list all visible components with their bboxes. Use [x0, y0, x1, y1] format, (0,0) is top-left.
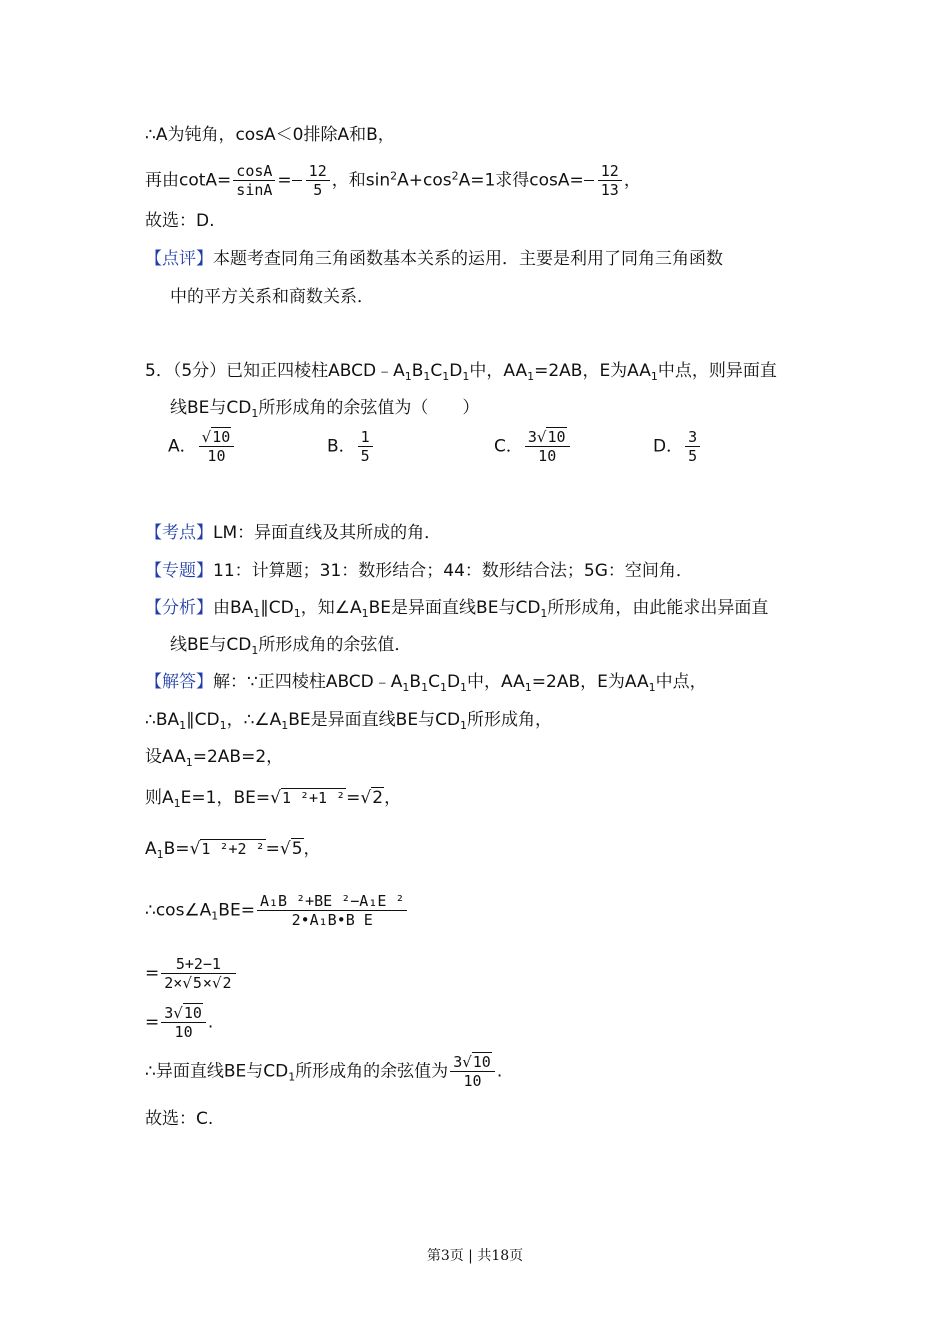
- prev-line-1: ∴A为钝角，cosA＜0排除A和B，: [145, 125, 395, 145]
- kaodian-tag: 【考点】: [145, 523, 213, 543]
- solution-line-3: 设$AA_1=2AB=2$，: [145, 747, 284, 769]
- solution-line-9: ∴异面直线BE与$CD_1$所形成角的余弦值为 $\frac{3√10}{10}$ .: [145, 1053, 503, 1090]
- prev-choice: 故选：D.: [145, 211, 215, 231]
- zhuanti-line: 【专题】11：计算题；31：数形结合；44：数形结合法；5G：空间角．: [145, 561, 693, 581]
- fenxi-tag: 【分析】: [145, 598, 213, 618]
- fenxi-line-2: 线BE与$CD_1$所形成角的余弦值．: [170, 635, 412, 657]
- jieda-line-1: 【解答】解：∵正四棱柱$ABCD﹣A_1B_1C_1D_1$中，$AA_1=2AB$，E为$AA_1$中点，: [145, 672, 707, 694]
- prev-line-2: 再由cotA= $\frac{\cos A}{\sin A}$ = $\frac{12}{5}$ ，和$\sin^2A+\cos^2A=1$求得cosA= $\frac{12}{13}$ ，: [145, 162, 641, 199]
- solution-line-6: $\therefore\cos\angle A_1BE=$ $\frac{\text{A₁B ²+BE ²−A₁E ²}}{\text{2•A₁B•B E}}$: [145, 892, 409, 929]
- solution-line-7: = $\frac{5+2-1}{2\times√5\times√2}$: [145, 955, 238, 992]
- review-tag: 【点评】: [145, 249, 213, 269]
- option-a: A． $\frac{√10}{10}$: [168, 428, 236, 465]
- solution-line-8: = $\frac{3√10}{10}$ .: [145, 1004, 214, 1041]
- solution-choice: 故选：C.: [145, 1109, 214, 1129]
- option-c: C． $\frac{3√10}{10}$: [494, 428, 572, 465]
- solution-line-2: $\therefore BA_1\parallel CD_1$，$\therefore\angle A_1BE$是异面直线BE与$CD_1$所形成角，: [145, 710, 553, 732]
- zhuanti-tag: 【专题】: [145, 561, 213, 581]
- review-line-2: 中的平方关系和商数关系．: [170, 287, 374, 307]
- jieda-tag: 【解答】: [145, 672, 213, 692]
- option-b: B． $\frac{1}{5}$: [327, 428, 375, 465]
- q5-line-1: 5．（5分）已知正四棱柱$ABCD﹣A_1B_1C_1D_1$中，$AA_1=2AB$，E为$AA_1$中点，则异面直: [145, 361, 777, 383]
- fenxi-line-1: 【分析】由$BA_1\parallel CD_1$，知$\angle A_1BE$是异面直线BE与$CD_1$所形成角，由此能求出异面直: [145, 598, 769, 620]
- review-line-1: 【点评】本题考查同角三角函数基本关系的运用．主要是利用了同角三角函数: [145, 249, 723, 269]
- kaodian-line: 【考点】LM：异面直线及其所成的角．: [145, 523, 442, 543]
- solution-line-5: $A_1B=√1$ ²+2 ²=√5，: [145, 839, 321, 861]
- q5-line-2: 线BE与$CD_1$所形成角的余弦值为（ ）: [170, 398, 480, 420]
- page-footer: 第3页 | 共18页: [426, 1248, 524, 1264]
- option-d: D． $\frac{3}{5}$: [653, 428, 702, 465]
- solution-line-4: 则$A_1E=1$，BE=√1 ²+1 ²=√2，: [145, 788, 402, 810]
